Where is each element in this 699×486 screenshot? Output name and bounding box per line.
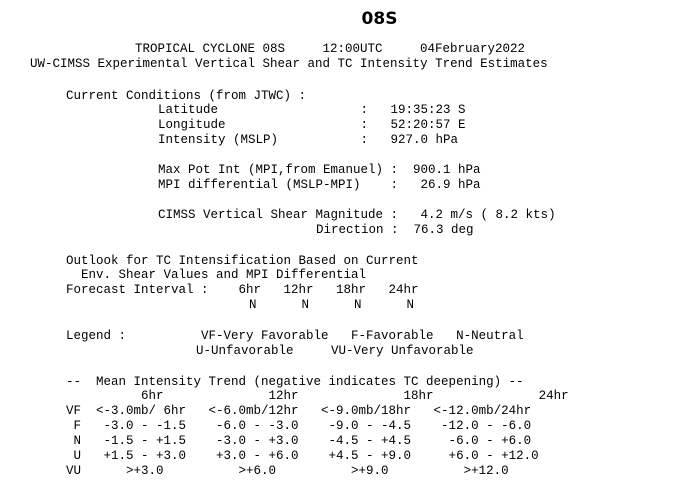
mpi-differential-row: MPI differential (MSLP-MPI) : 26.9 hPa [158, 178, 481, 192]
trend-heading: -- Mean Intensity Trend (negative indicates TC deepening) -- [66, 375, 524, 389]
trend-column-headers: 6hr 12hr 18hr 24hr [141, 389, 569, 403]
latitude-row: Latitude : 19:35:23 S [158, 103, 466, 117]
outlook-line-2: Env. Shear Values and MPI Differential [66, 268, 367, 282]
header-line-1: TROPICAL CYCLONE 08S 12:00UTC 04February2022 [135, 42, 526, 56]
forecast-interval-values: N N N N [249, 298, 415, 312]
header-line-2: UW-CIMSS Experimental Vertical Shear and TC Intensity Trend Estimates [30, 57, 548, 71]
max-pot-int-row: Max Pot Int (MPI,from Emanuel) : 900.1 hPa [158, 163, 481, 177]
legend-line-2: U-Unfavorable VU-Very Unfavorable [196, 344, 474, 358]
trend-row-n: N -1.5 - +1.5 -3.0 - +3.0 -4.5 - +4.5 -6.0 - +6.0 [66, 434, 532, 448]
page-title: 08S [361, 9, 398, 29]
outlook-line-1: Outlook for TC Intensification Based on Current [66, 254, 419, 268]
forecast-interval-header: Forecast Interval : 6hr 12hr 18hr 24hr [66, 283, 419, 297]
shear-magnitude-row: CIMSS Vertical Shear Magnitude : 4.2 m/s ( 8.2 kts) [158, 208, 556, 222]
trend-row-vf: VF <-3.0mb/ 6hr <-6.0mb/12hr <-9.0mb/18hr <-12.0mb/24hr [66, 404, 532, 418]
legend-line-1: Legend : VF-Very Favorable F-Favorable N-Neutral [66, 329, 524, 343]
current-conditions-heading: Current Conditions (from JTWC) : [66, 89, 307, 103]
trend-row-u: U +1.5 - +3.0 +3.0 - +6.0 +4.5 - +9.0 +6.0 - +12.0 [66, 449, 539, 463]
direction-row: Direction : 76.3 deg [316, 223, 474, 237]
intensity-row: Intensity (MSLP) : 927.0 hPa [158, 133, 459, 147]
trend-row-f: F -3.0 - -1.5 -6.0 - -3.0 -9.0 - -4.5 -12.0 - -6.0 [66, 419, 532, 433]
trend-row-vu: VU >+3.0 >+6.0 >+9.0 >+12.0 [66, 464, 509, 478]
longitude-row: Longitude : 52:20:57 E [158, 118, 466, 132]
